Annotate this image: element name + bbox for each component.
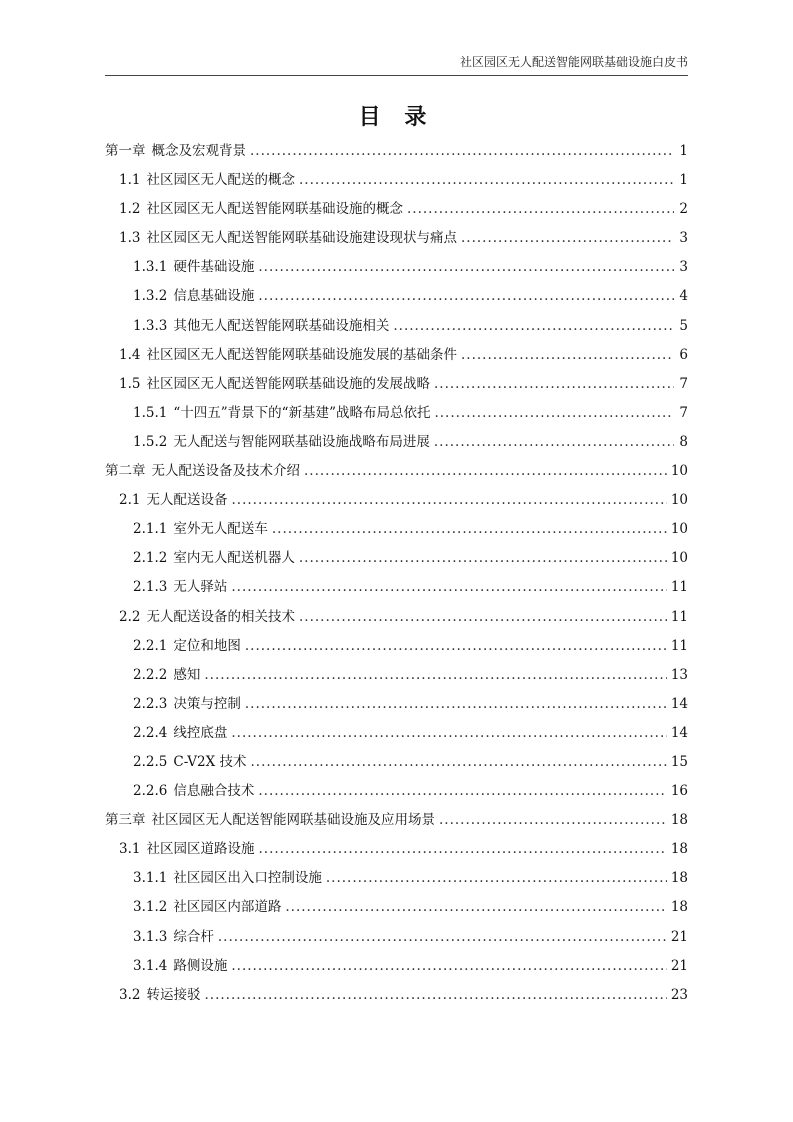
- table-of-contents: [105, 137, 688, 1010]
- page-title: 目 录: [358, 105, 435, 130]
- toc-entry-title: 社区园区内部道路: [173, 899, 282, 916]
- toc-entry-number: 1.4: [119, 346, 141, 363]
- dot-leader: [299, 603, 667, 632]
- toc-entry-number: 1.5.1: [133, 404, 168, 421]
- toc-entry-page-number: 15: [670, 753, 688, 770]
- toc-entry[interactable]: [105, 312, 688, 341]
- dot-leader: [304, 457, 667, 486]
- toc-entry-title: 社区园区无人配送智能网联基础设施建设现状与痛点: [146, 230, 457, 247]
- toc-entry-number: 2.2.2: [133, 666, 168, 683]
- toc-entry-number: 3.1.3: [133, 928, 168, 945]
- toc-entry-number: 第二章: [105, 463, 146, 480]
- toc-entry-page-number: 3: [679, 230, 688, 247]
- toc-entry-number: 2.1.1: [133, 521, 168, 538]
- toc-entry-page-number: 8: [679, 433, 688, 450]
- toc-entry-number: 3.2: [119, 986, 141, 1003]
- dot-leader: [245, 632, 667, 661]
- running-header: 社区园区无人配送智能网联基础设施白皮书: [459, 55, 688, 69]
- toc-entry-title: 感知: [173, 666, 201, 683]
- toc-entry-page-number: 21: [670, 957, 688, 974]
- toc-entry-number: 2.1.2: [133, 550, 168, 567]
- toc-entry[interactable]: [105, 573, 688, 602]
- toc-entry-title: 决策与控制: [173, 695, 241, 712]
- toc-entry-number: 第一章: [105, 143, 146, 159]
- toc-entry-page-number: 7: [679, 404, 688, 421]
- toc-entry[interactable]: [105, 486, 688, 515]
- toc-entry-number: 2.1.3: [133, 579, 168, 596]
- toc-entry-title: 室内无人配送机器人: [173, 550, 295, 567]
- toc-entry-page-number: 11: [670, 637, 688, 654]
- toc-entry[interactable]: [105, 806, 688, 835]
- header-divider: [105, 75, 688, 76]
- dot-leader: [231, 573, 666, 602]
- toc-entry-number: 1.5: [119, 375, 141, 392]
- toc-entry-title: 无人配送设备: [146, 492, 228, 509]
- toc-entry[interactable]: [105, 690, 688, 719]
- dot-leader: [393, 312, 674, 341]
- toc-entry-page-number: 1: [679, 172, 688, 189]
- dot-leader: [258, 777, 666, 806]
- dot-leader: [204, 661, 666, 690]
- toc-entry[interactable]: [105, 137, 688, 166]
- toc-entry-number: 1.5.2: [133, 433, 168, 450]
- dot-leader: [251, 748, 667, 777]
- toc-entry-title: 社区园区无人配送智能网联基础设施的概念: [146, 201, 403, 218]
- toc-entry-page-number: 18: [670, 841, 688, 858]
- toc-entry-number: 1.3.2: [133, 288, 168, 305]
- dot-leader: [204, 981, 666, 1010]
- toc-entry-page-number: 10: [670, 550, 688, 567]
- toc-entry[interactable]: [105, 224, 688, 253]
- toc-entry-title: 定位和地图: [173, 637, 241, 654]
- toc-entry-title: 无人驿站: [173, 579, 228, 596]
- dot-leader: [326, 864, 667, 893]
- dot-leader: [258, 282, 674, 311]
- dot-leader: [250, 137, 674, 166]
- toc-entry-page-number: 13: [670, 666, 688, 683]
- toc-entry-number: 第三章: [105, 812, 146, 829]
- toc-entry[interactable]: [105, 341, 688, 370]
- toc-entry-page-number: 10: [670, 521, 688, 538]
- toc-entry-page-number: 3: [679, 259, 688, 276]
- toc-entry-page-number: 11: [670, 579, 688, 596]
- toc-entry-page-number: 7: [679, 375, 688, 392]
- toc-entry[interactable]: [105, 777, 688, 806]
- toc-entry-page-number: 10: [670, 463, 688, 480]
- dot-leader: [434, 399, 674, 428]
- toc-entry[interactable]: [105, 166, 688, 195]
- toc-entry-number: 2.2.4: [133, 724, 168, 741]
- dot-leader: [231, 719, 666, 748]
- dot-leader: [461, 224, 674, 253]
- toc-entry[interactable]: [105, 370, 688, 399]
- dot-leader: [434, 370, 674, 399]
- toc-entry-page-number: 2: [679, 201, 688, 218]
- toc-entry-title: 社区园区道路设施: [146, 841, 255, 858]
- toc-entry-title: 信息基础设施: [173, 288, 255, 305]
- dot-leader: [299, 544, 667, 573]
- dot-leader: [461, 341, 674, 370]
- toc-entry-number: 1.3.1: [133, 259, 168, 276]
- toc-entry-page-number: 11: [670, 608, 688, 625]
- toc-entry[interactable]: [105, 515, 688, 544]
- toc-entry-page-number: 16: [670, 783, 688, 800]
- toc-entry[interactable]: [105, 981, 688, 1010]
- toc-entry[interactable]: [105, 952, 688, 981]
- dot-leader: [434, 428, 674, 457]
- toc-entry-page-number: 18: [670, 870, 688, 887]
- toc-entry[interactable]: [105, 661, 688, 690]
- toc-entry-title: 线控底盘: [173, 724, 228, 741]
- dot-leader: [285, 893, 666, 922]
- dot-leader: [231, 486, 666, 515]
- toc-entry-title: 室外无人配送车: [173, 521, 268, 538]
- toc-entry-number: 1.3: [119, 230, 141, 247]
- toc-entry[interactable]: [105, 719, 688, 748]
- toc-entry-title: 转运接驳: [146, 986, 201, 1003]
- toc-entry[interactable]: [105, 282, 688, 311]
- toc-entry-title: 概念及宏观背景: [151, 143, 246, 159]
- toc-entry-title: 社区园区出入口控制设施: [173, 870, 322, 887]
- dot-leader: [218, 923, 667, 952]
- dot-leader: [231, 952, 666, 981]
- toc-entry[interactable]: [105, 428, 688, 457]
- toc-entry-number: 2.2.3: [133, 695, 168, 712]
- toc-entry-page-number: 18: [670, 899, 688, 916]
- toc-entry-title: 硬件基础设施: [173, 259, 255, 276]
- toc-entry-number: 2.2.5: [133, 753, 168, 770]
- dot-leader: [258, 835, 666, 864]
- toc-entry-page-number: 10: [670, 492, 688, 509]
- toc-entry-number: 2.2.1: [133, 637, 168, 654]
- toc-entry-title: 路侧设施: [173, 957, 228, 974]
- toc-entry-title: “十四五”背景下的“新基建”战略布局总依托: [173, 404, 431, 421]
- toc-entry-number: 2.1: [119, 492, 141, 509]
- toc-entry[interactable]: [105, 195, 688, 224]
- toc-entry-title: 社区园区无人配送的概念: [146, 172, 295, 189]
- toc-entry-title: 无人配送设备及技术介绍: [151, 463, 300, 480]
- toc-entry-number: 3.1.1: [133, 870, 168, 887]
- toc-entry-title: 社区园区无人配送智能网联基础设施的发展战略: [146, 375, 430, 392]
- toc-entry[interactable]: [105, 544, 688, 573]
- dot-leader: [299, 166, 674, 195]
- dot-leader: [439, 806, 667, 835]
- dot-leader: [245, 690, 667, 719]
- toc-entry[interactable]: [105, 399, 688, 428]
- toc-entry-title: 其他无人配送智能网联基础设施相关: [173, 317, 390, 334]
- toc-entry[interactable]: [105, 923, 688, 952]
- dot-leader: [258, 253, 674, 282]
- toc-entry-title: 信息融合技术: [173, 783, 255, 800]
- toc-entry-title: 无人配送与智能网联基础设施战略布局进展: [173, 433, 430, 450]
- toc-entry[interactable]: [105, 603, 688, 632]
- toc-entry-number: 2.2: [119, 608, 141, 625]
- toc-entry-number: 3.1: [119, 841, 141, 858]
- toc-entry-page-number: 1: [679, 143, 688, 159]
- toc-entry-title: C-V2X 技术: [173, 753, 247, 770]
- toc-entry-page-number: 23: [670, 986, 688, 1003]
- toc-entry-title: 综合杆: [173, 928, 214, 945]
- toc-entry-page-number: 21: [670, 928, 688, 945]
- toc-entry[interactable]: [105, 893, 688, 922]
- toc-entry-page-number: 14: [670, 695, 688, 712]
- toc-entry[interactable]: [105, 748, 688, 777]
- toc-entry-title: 社区园区无人配送智能网联基础设施发展的基础条件: [146, 346, 457, 363]
- toc-entry-number: 1.3.3: [133, 317, 168, 334]
- toc-entry-number: 3.1.2: [133, 899, 168, 916]
- toc-entry[interactable]: [105, 457, 688, 486]
- toc-entry-page-number: 18: [670, 812, 688, 829]
- toc-entry-page-number: 4: [679, 288, 688, 305]
- toc-entry-title: 无人配送设备的相关技术: [146, 608, 295, 625]
- toc-entry-page-number: 14: [670, 724, 688, 741]
- toc-entry[interactable]: [105, 864, 688, 893]
- toc-entry[interactable]: [105, 632, 688, 661]
- toc-entry-number: 1.2: [119, 201, 141, 218]
- toc-entry-number: 2.2.6: [133, 783, 168, 800]
- toc-entry-page-number: 5: [679, 317, 688, 334]
- toc-entry[interactable]: [105, 253, 688, 282]
- toc-entry-number: 1.1: [119, 172, 141, 189]
- toc-entry[interactable]: [105, 835, 688, 864]
- toc-entry-title: 社区园区无人配送智能网联基础设施及应用场景: [151, 812, 435, 829]
- dot-leader: [272, 515, 667, 544]
- toc-entry-number: 3.1.4: [133, 957, 168, 974]
- toc-entry-page-number: 6: [679, 346, 688, 363]
- dot-leader: [407, 195, 674, 224]
